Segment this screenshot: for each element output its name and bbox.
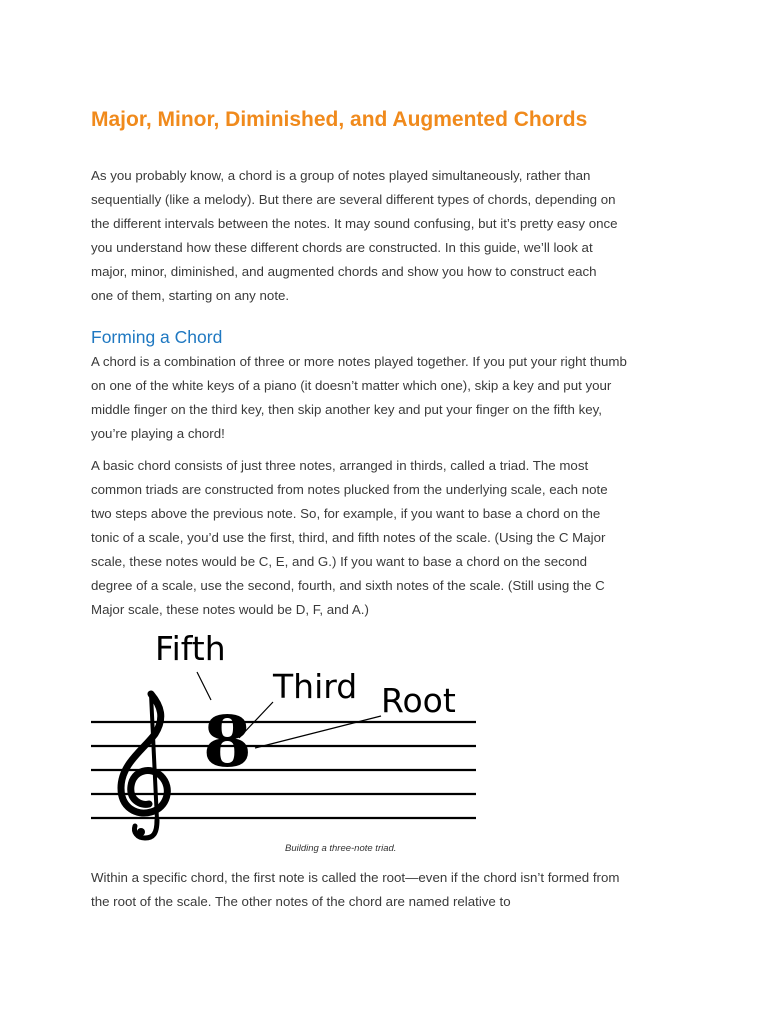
section-heading: Forming a Chord <box>91 327 223 347</box>
label-fifth: Fifth <box>155 629 226 668</box>
label-root: Root <box>381 681 456 720</box>
figure-caption: Building a three-note triad. <box>285 843 397 854</box>
within-chord-paragraph: Within a specific chord, the first note is called the root—even if the chord isn’t formed from the root of the scale. The other notes of the chord are named relative to <box>91 870 620 909</box>
label-third: Third <box>273 667 358 706</box>
chord-notes: 8 <box>203 700 252 783</box>
page-title: Major, Minor, Diminished, and Augmented Chords <box>91 108 588 131</box>
basic-chord-paragraph: A basic chord consists of just three notes, arranged in thirds, called a triad. The most common triads are constructed from notes plucked from the underlying scale, each note two steps above the previous note. So, for example, if you want to base a chord on the tonic of a scale, you’d use the first, third, and fifth notes of the scale. (Using the C Major scale, these notes would be C, E, and G.) If you want to base a chord on the second degree of a scale, use the second, fourth, and sixth notes of the scale. (Still using the C Major scale, these notes would be D, F, and A.) <box>91 458 608 617</box>
triad-figure <box>91 624 491 844</box>
intro-paragraph: As you probably know, a chord is a group of notes played simultaneously, rather than sequentially (like a melody). But there are several different types of chords, depending on the different intervals between the notes. It may sound confusing, but it’s pretty easy once you understand how these different chords are constructed. In this guide, we’ll look at major, minor, diminished, and augmented chords and show you how to construct each one of them, starting on any note. <box>91 168 618 303</box>
treble-clef-icon <box>121 694 167 838</box>
forming-paragraph: A chord is a combination of three or more notes played together. If you put your right thumb on one of the white keys of a piano (it doesn’t matter which one), skip a key and put your middle finger on the third key, then skip another key and put your finger on the fifth key, you’re playing a chord! <box>91 354 627 441</box>
staff-illustration <box>91 624 491 844</box>
